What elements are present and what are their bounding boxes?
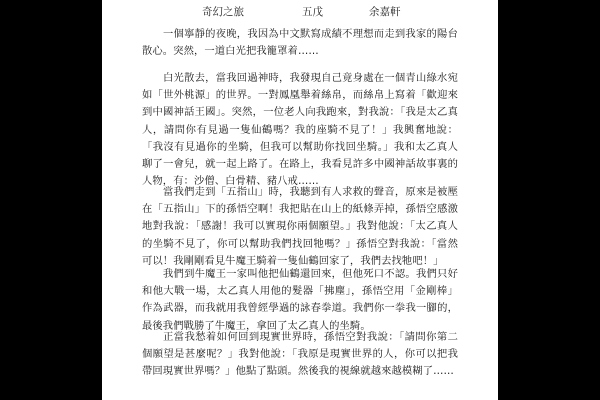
right-letterbox-bar [498, 0, 600, 400]
document-header [142, 5, 458, 19]
essay-title: 奇幻之旅 [202, 6, 244, 18]
paragraph-1: 一個寧靜的夜晚，我因為中文默寫成績不理想而走到我家的陽台散心。突然，一道白光把我籠罩着…… [142, 28, 458, 58]
class-label: 五戊 [302, 6, 323, 18]
paragraph-4: 我們到牛魔王一家叫他把仙鶴還回來，但他死口不認。我們只好和他大戰一場，太乙真人用他的髮器「拂塵」，孫悟空用「金剛棒」作為武器，而我就用我曾經學過的詠春拳道。我們你一拳我一腳的，最後我們戰勝了牛魔王，拿回了太乙真人的坐騎。 [142, 268, 458, 332]
paragraph-2: 白光散去，當我回過神時，我發現自己竟身處在一個青山綠水宛如「世外桃源」的世界。一對鳳凰舉着絲帛，而絲帛上寫着「歡迎來到中國神話王國」。突然，一位老人向我跑來，對我說：「我是太乙真人，請問你有見過一隻仙鶴嗎？我的座騎不見了！」我興奮地說：「我沒有見過你的坐騎，但我可以幫助你找回坐騎。」我和太乙真人聊了一會兒，就一起上路了。在路上，我看見許多中國神話故事裏的人物，有：沙僧、白骨精、豬八戒…… [142, 72, 458, 188]
paragraph-5: 正當我愁着如何回到現實世界時，孫悟空對我說：「請問你第二個願望是甚麼呢？」我對他說：「我原是現實世界的人，你可以把我帶回現實世界嗎？」他點了點頭。然後我的視線就越來越模糊了…… [142, 331, 458, 378]
author-name: 余嘉軒 [369, 6, 401, 18]
document-page [142, 0, 458, 400]
paragraph-3: 當我們走到「五指山」時，我聽到有人求救的聲音，原來是被壓在「五指山」下的孫悟空啊！我把貼在山上的紙條弄掉，孫悟空感激地對我說：「感謝！我可以實現你兩個願望。」我對他說：「太乙真人的坐騎不見了，你可以幫助我們找回牠嗎？」孫悟空對我說：「當然可以！我剛剛看見牛魔王騎着一隻仙鶴回家了，我們去找牠吧！」 [142, 186, 458, 267]
left-letterbox-bar [0, 0, 102, 400]
